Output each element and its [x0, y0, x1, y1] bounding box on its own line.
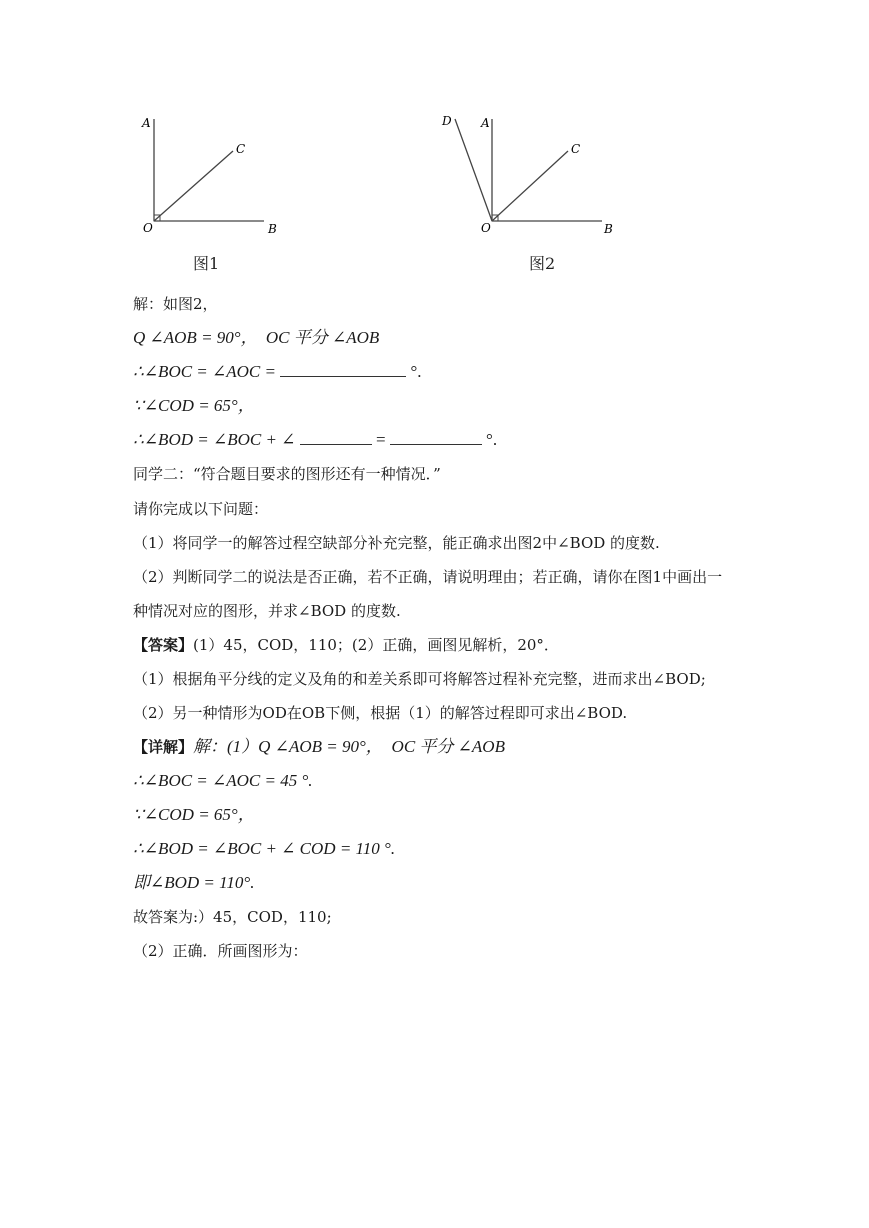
question-2-cont-text: 种情况对应的图形，并求∠BOD 的度数. [133, 602, 401, 620]
line-cod [133, 396, 255, 416]
part-2-text: （2）正确．所画图形为： [133, 942, 308, 960]
line-analysis-1 [133, 669, 706, 689]
label-c: C [571, 142, 581, 156]
detail-cod-text: ∵∠COD = 65°， [133, 805, 255, 824]
figure-1-diagram [130, 105, 290, 245]
boc-answer-blank[interactable] [280, 362, 406, 377]
line-instructions [133, 499, 268, 519]
bod-equals: = [375, 430, 386, 449]
student-two-text: 同学二：“符合题目要求的图形还有一种情况．” [133, 465, 441, 483]
detail-bod-text: ∴∠BOD = ∠BOC + ∠ COD = 110 °. [133, 839, 396, 858]
line-given [133, 328, 379, 348]
analysis-2-text: （2）另一种情形为OD在OB下侧，根据（1）的解答过程即可求出∠BOD. [133, 704, 628, 722]
given-bisector: OC 平分 ∠AOB [265, 328, 380, 347]
answer-tag: 【答案】 [133, 636, 194, 654]
figure-2-diagram [430, 105, 630, 245]
label-a: A [481, 116, 490, 130]
line-detail-bod [133, 839, 395, 859]
label-b: B [268, 222, 277, 236]
label-a: A [142, 116, 151, 130]
boc-expression: ∴∠BOC = ∠AOC = [133, 362, 281, 381]
line-boc [133, 362, 422, 382]
detail-bisector: OC 平分 ∠AOB [391, 737, 505, 756]
boc-degree: °. [410, 362, 422, 381]
label-b: B [604, 222, 613, 236]
bod-degree: °. [486, 430, 498, 449]
line-student-two [133, 464, 441, 484]
bod-expression: ∴∠BOD = ∠BOC + ∠ [133, 430, 296, 449]
cod-expression: ∵∠COD = 65°， [133, 396, 255, 415]
bod-value-blank[interactable] [390, 430, 482, 445]
line-answer [133, 635, 559, 655]
line-question-2-cont [133, 601, 401, 621]
label-o: O [481, 221, 491, 235]
line-bod [133, 430, 497, 450]
line-part-2 [133, 941, 308, 961]
line-solution-intro [133, 294, 218, 314]
line-detail-result [133, 873, 254, 893]
line-question-1 [133, 533, 660, 553]
bod-angle-blank[interactable] [300, 430, 372, 445]
detail-boc-text: ∴∠BOC = ∠AOC = 45 °. [133, 771, 313, 790]
label-c: C [236, 142, 246, 156]
line-question-2 [133, 567, 722, 587]
answer-text: (1）45，COD，110；(2）正确，画图见解析，20°． [193, 636, 559, 654]
analysis-1-text: （1）根据角平分线的定义及角的和差关系即可将解答过程补充完整，进而求出∠BOD; [133, 670, 706, 688]
detail-result-text: 即∠BOD = 110°. [133, 873, 255, 892]
line-detail-cod [133, 805, 255, 825]
question-2-text: （2）判断同学二的说法是否正确，若不正确，请说明理由；若正确，请你在图1中画出一 [133, 568, 723, 586]
line-detail [133, 737, 505, 757]
line-detail-boc [133, 771, 313, 791]
question-1-text: （1）将同学一的解答过程空缺部分补充完整，能正确求出图2中∠BOD 的度数. [133, 534, 660, 552]
line-final-answer [133, 907, 332, 927]
figure-2-caption: 图2 [529, 254, 556, 273]
label-d: D [442, 114, 452, 128]
line-analysis-2 [133, 703, 627, 723]
solution-intro-text: 解：如图2， [133, 295, 218, 313]
figure-1 [130, 105, 290, 245]
given-angle: Q ∠AOB = 90°， [133, 328, 258, 347]
final-answer-text: 故答案为:）45，COD，110; [133, 908, 332, 926]
detail-angle: 解：(1）Q ∠AOB = 90°， [193, 737, 383, 756]
detail-tag: 【详解】 [133, 738, 194, 756]
label-o: O [143, 221, 153, 235]
figure-2 [430, 105, 630, 245]
figure-1-caption: 图1 [193, 254, 220, 273]
instructions-text: 请你完成以下问题： [133, 500, 269, 518]
